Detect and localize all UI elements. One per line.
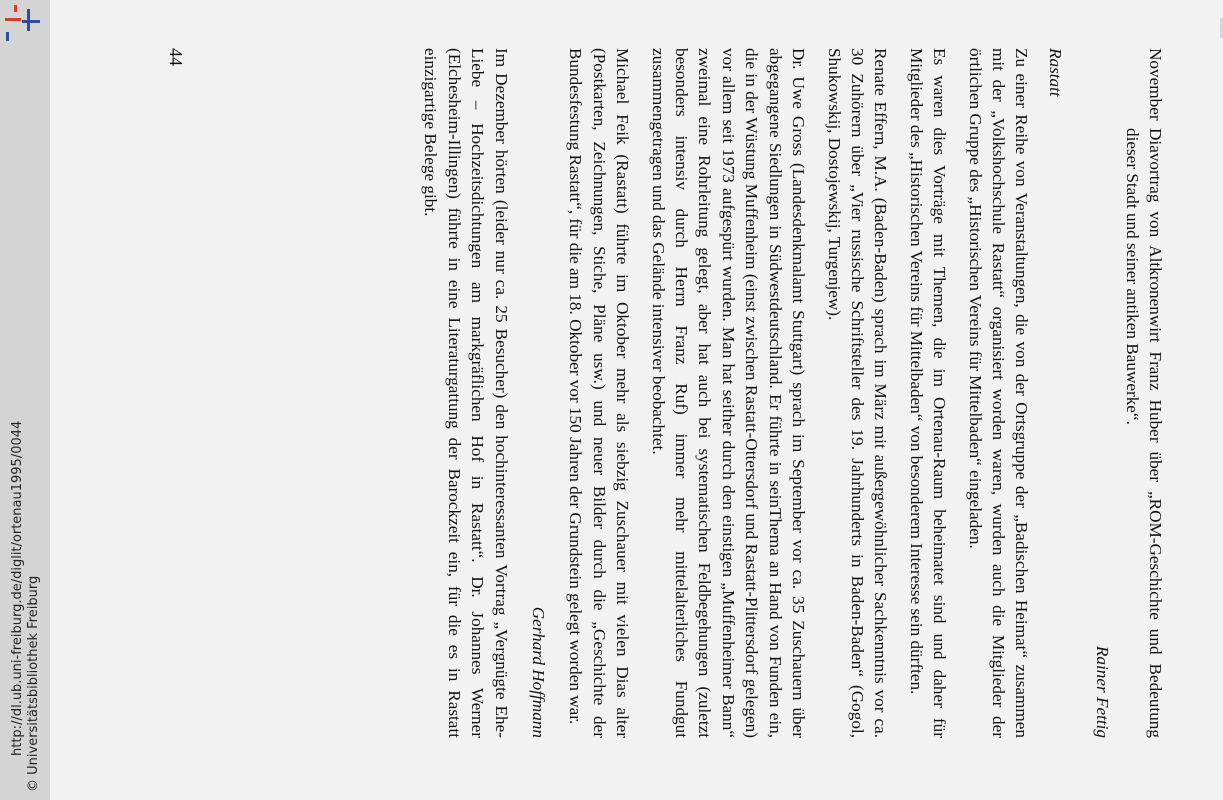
source-url[interactable]: http://dl.ub.uni-freiburg.de/diglit/ortenau1995/0044 — [9, 420, 25, 756]
sidebar-credits — [0, 0, 50, 800]
copyright-notice: © Universitätsbibliothek Freiburg — [25, 575, 41, 792]
paragraph: Renate Effern, M.A. (Baden-Baden) sprach im März mit außergewöhnlicher Sachkenntnis vor ca. 30 Zuhörern über „Vier russische Schriftsteller des 19. Jahrhunderts in Baden-Baden“ (Gogol, Shukowskij, Dostojewskij, Turgenjew). — [824, 48, 891, 738]
signature-hoffmann: Gerhard Hoffmann — [529, 606, 549, 738]
section-heading: Rastatt — [1045, 48, 1065, 97]
paragraph: Im Dezember hörten (leider nur ca. 25 Besucher) den hochinteressanten Vortrag „Vergnügte Ehe-Liebe – Hochzeitsdichtungen am markgräflichen Hof in Rastatt“. Dr. Johannes Werner (Elchesheim-Illingen) führte in eine Literaturgattung der Barockzeit ein, für die es in Rastatt einzigartige Belege gibt. — [421, 48, 511, 738]
event-entry — [1120, 48, 1167, 738]
page-number: 44 — [166, 48, 186, 66]
scanned-page — [50, 0, 1223, 800]
paragraph: Michael Feik (Rastatt) führte im Oktober mehr als siebzig Zuschauer mit vielen Dias alter (Postkarten, Zeichnungen, Stiche, Pläne usw.) und neuer Bilder durch die „Geschichte der Bundesfestung Rastatt“, für die am 18. Oktober vor 150 Jahren der Grundstein gelegt worden war. — [566, 48, 633, 738]
paragraph: Es waren dies Vorträge mit Themen, die im Ortenau-Raum beheimatet sind und daher für Mitglieder des „Historischen Vereins für Mittelbaden“ von besonderem Interesse sein dürften. — [906, 48, 950, 738]
entry-text: Diavortrag von Altkronenwirt Franz Huber über „ROM-Geschichte und Bedeutung dieser Stadt und seiner antiken Bauwerke“. — [1122, 128, 1165, 738]
paragraph: Zu einer Reihe von Veranstaltungen, die von der Ortsgruppe der „Badischen Heimat“ zusammen mit der „Volkshochschule Rastatt“ organisiert worden waren, wurden auch die Mitglieder der örtlichen Gruppe des „Historischen Vereins für Mittelbaden“ eingeladen. — [965, 48, 1032, 738]
entry-month: November — [1146, 48, 1165, 121]
signature-fettig: Rainer Fettig — [1093, 645, 1113, 738]
paragraph: Dr. Uwe Gross (Landesdenkmalamt Stuttgart) sprach im September vor ca. 35 Zuschauern über abgegangene Siedlungen in Südwestdeutschland. Er führte in seinThema an Hand von Funden ein, die in der Wüstung Muffenheim (einst zwischen Rastatt-Ottersdorf und Rastatt-Plittersdorf gelegen) vor allem seit 1973 aufgespürt wurden. Man hat seither durch den einstigen „Muffenheimer Bann“ zweimal eine Rohrleitung gelegt, aber hat auch bei systematischen Feldbegehungen (zuletzt besonders intensiv durch Herrn Franz Ruf) immer mehr mittelalterliches Fundgut zusammengetragen und das Gelände intensiver beobachtet. — [648, 48, 809, 738]
viewer-sidebar — [0, 0, 50, 800]
rotated-page-content — [117, 48, 1167, 738]
